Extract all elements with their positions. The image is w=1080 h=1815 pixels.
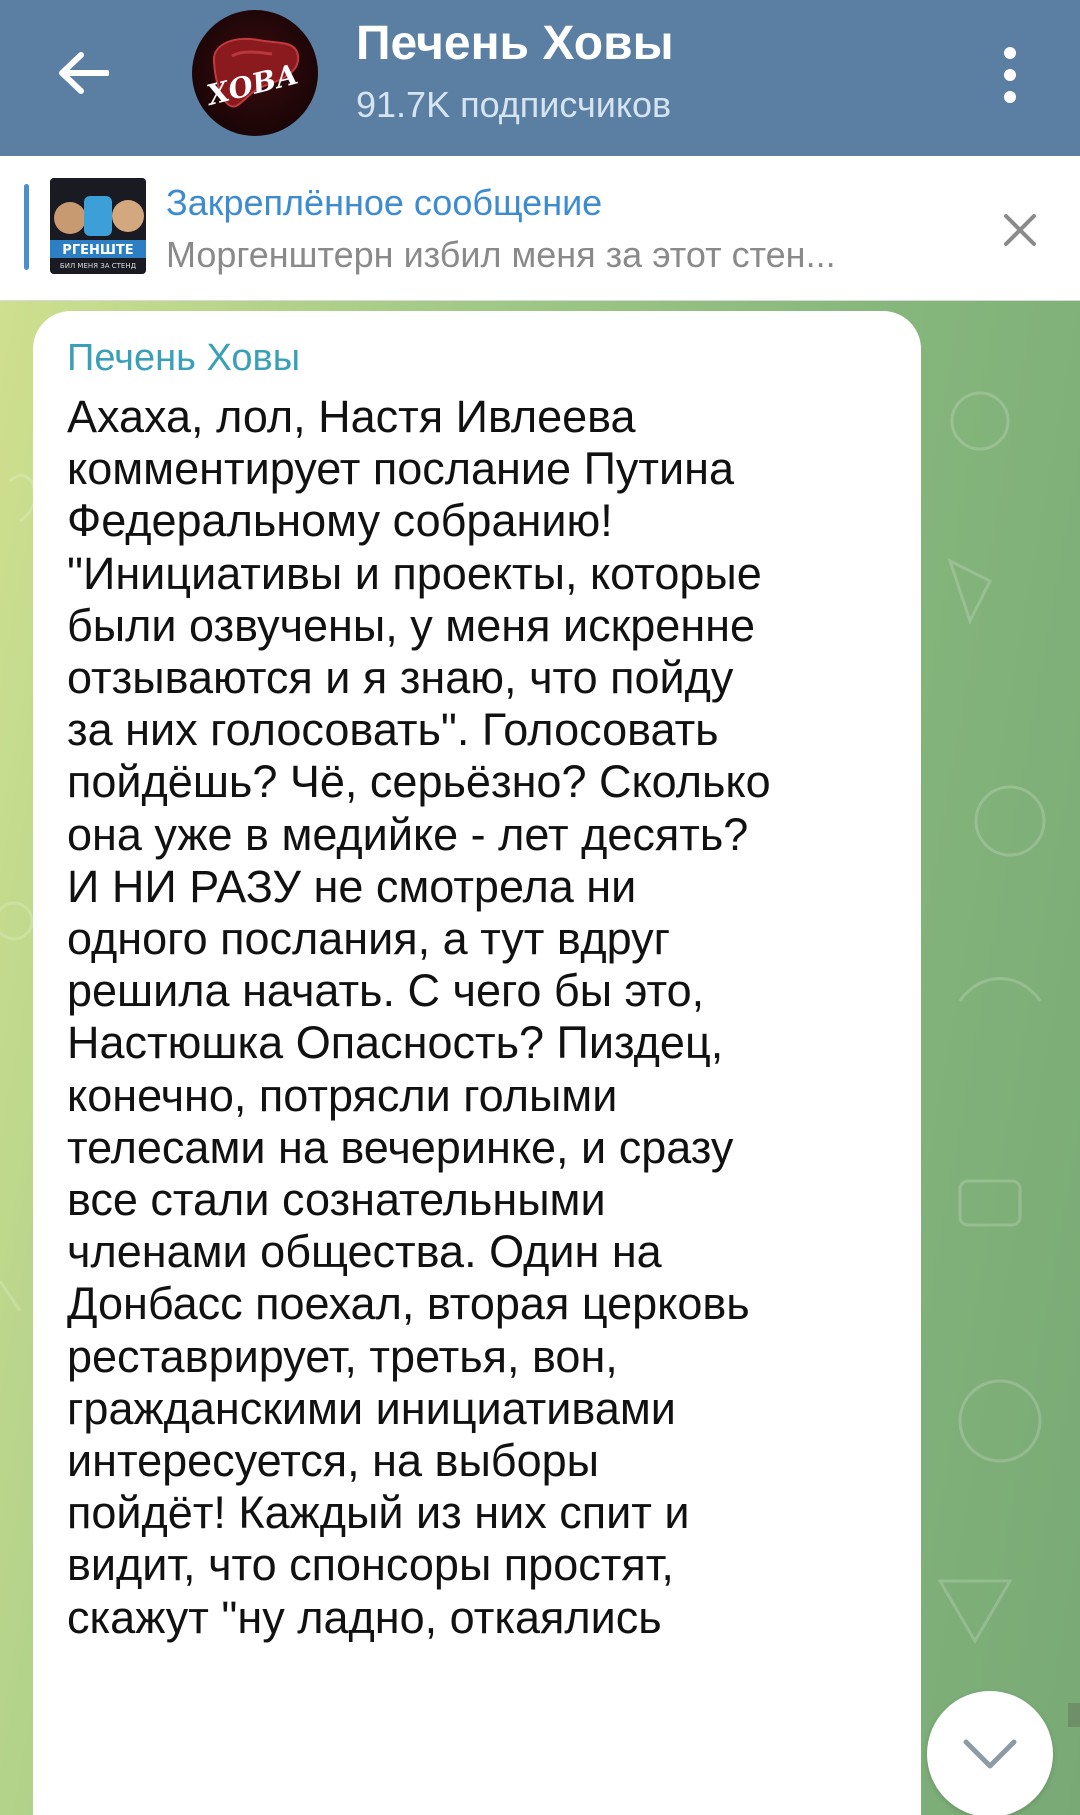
svg-text:ХОВА: ХОВА bbox=[203, 57, 302, 112]
chat-header bbox=[0, 0, 1080, 156]
scroll-indicator[interactable] bbox=[1068, 1703, 1080, 1727]
close-pinned-button[interactable] bbox=[990, 200, 1050, 260]
channel-title[interactable]: Печень Ховы bbox=[356, 17, 674, 70]
pinned-message-bar[interactable] bbox=[0, 156, 1080, 301]
message-sender[interactable]: Печень Ховы bbox=[67, 337, 301, 379]
message-bubble[interactable] bbox=[33, 311, 921, 1815]
chevron-down-icon bbox=[962, 1738, 1018, 1770]
svg-text:БИЛ МЕНЯ ЗА СТЕНД: БИЛ МЕНЯ ЗА СТЕНД bbox=[59, 262, 137, 270]
back-button[interactable] bbox=[48, 38, 118, 108]
more-options-button[interactable] bbox=[985, 40, 1035, 110]
close-icon bbox=[1002, 212, 1038, 248]
svg-text:РГЕНШТЕ: РГЕНШТЕ bbox=[62, 243, 134, 258]
arrow-left-icon bbox=[57, 51, 109, 95]
chat-area[interactable] bbox=[0, 301, 1080, 1815]
pinned-indicator bbox=[24, 184, 29, 270]
pinned-thumbnail bbox=[50, 178, 146, 274]
subscriber-count: 91.7K подписчиков bbox=[356, 84, 672, 125]
channel-avatar[interactable] bbox=[192, 10, 318, 136]
scroll-down-button[interactable] bbox=[927, 1691, 1053, 1815]
pinned-preview: Моргенштерн избил меня за этот стен... bbox=[166, 234, 836, 275]
liver-logo-icon bbox=[192, 10, 318, 136]
more-vertical-icon bbox=[1004, 47, 1016, 59]
pinned-title: Закреплённое сообщение bbox=[166, 182, 603, 223]
message-text: Ахаха, лол, Настя Ивлеева комментирует послание Путина Федеральному собранию! "Инициативы и проекты, которые были озвучены, у меня искренне отзываются и я знаю, что пойду за них голосовать". Голосовать пойдёшь? Чё, серьёзно? Сколько она уже в медийке - лет десять? И НИ РАЗУ не смотрела ни одного послания, а тут вдруг решила начать. С чего бы это, Настюшка Опасность? Пиздец, конечно, потрясли голыми телесами на вечеринке, и сразу все стали сознательными членами общества. Один на Донбасс поехал, вторая церковь реставрирует, третья, вон, гражданскими инициативами интересуется, на выборы пойдёт! Каждый из них спит и видит, что спонсоры простят, скажут "ну ладно, откаялись bbox=[67, 391, 771, 1643]
